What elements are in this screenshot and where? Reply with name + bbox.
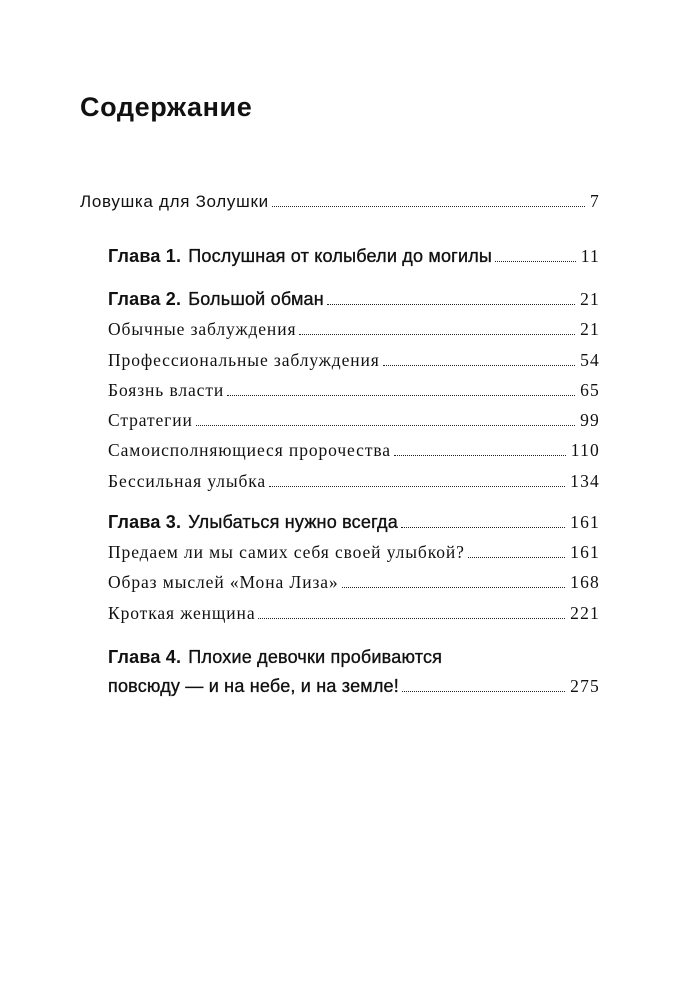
- toc-entry-label: Ловушка для Золушки: [80, 192, 269, 211]
- chapter-prefix: Глава 1.: [108, 246, 182, 266]
- toc-page-number: 221: [570, 603, 600, 623]
- toc-section-label: Самоисполняющиеся пророчества: [108, 440, 391, 460]
- toc-section: [108, 377, 600, 403]
- chapter-title: Послушная от колыбели до могилы: [188, 246, 493, 266]
- toc-page-number: 110: [570, 440, 600, 460]
- toc-section-label: Образ мыслей «Мона Лиза»: [108, 572, 339, 592]
- toc-page-number: 134: [570, 471, 600, 491]
- chapter-title: Большой обман: [188, 289, 324, 309]
- dot-leader: [468, 557, 565, 558]
- toc-page-number: 21: [580, 319, 600, 339]
- toc-section: [108, 569, 600, 595]
- dot-leader: [342, 587, 566, 588]
- toc-chapter-3: [108, 509, 600, 535]
- toc-page-number: 65: [580, 380, 600, 400]
- chapter-prefix: Глава 3.: [108, 512, 182, 532]
- dot-leader: [394, 455, 566, 456]
- page-title: Содержание: [80, 92, 253, 122]
- dot-leader: [299, 334, 575, 335]
- dot-leader: [196, 425, 575, 426]
- chapter-title: Плохие девочки пробиваются: [188, 647, 443, 667]
- dot-leader: [495, 261, 576, 262]
- toc-section: [108, 539, 600, 565]
- toc-chapter-label: [108, 644, 442, 670]
- toc-section-label: Кроткая женщина: [108, 603, 256, 623]
- dot-leader: [272, 206, 585, 207]
- dot-leader: [327, 304, 575, 305]
- toc-chapter-label: [108, 286, 324, 312]
- toc-entry-intro: [80, 188, 600, 214]
- dot-leader: [269, 486, 565, 487]
- dot-leader: [402, 691, 565, 692]
- toc-page-number: 7: [590, 191, 600, 211]
- toc-section: [108, 347, 600, 373]
- toc-page-number: 54: [580, 350, 600, 370]
- toc-page-number: 99: [580, 410, 600, 430]
- chapter-prefix: Глава 4.: [108, 647, 182, 667]
- chapter-title-continued: повсюду — и на небе, и на земле!: [108, 676, 399, 696]
- toc-chapter-2: [108, 286, 600, 312]
- dot-leader: [258, 618, 565, 619]
- toc-page-number: 275: [570, 676, 600, 696]
- toc-section: [108, 468, 600, 494]
- toc-section-label: Стратегии: [108, 410, 193, 430]
- toc-section: [108, 437, 600, 463]
- toc-section-label: Предаем ли мы самих себя своей улыбкой?: [108, 542, 465, 562]
- chapter-title: Улыбаться нужно всегда: [188, 512, 398, 532]
- toc-page-number: 21: [580, 289, 600, 309]
- toc-chapter-label: [108, 673, 399, 699]
- toc-chapter-1: [108, 243, 600, 269]
- chapter-prefix: Глава 2.: [108, 289, 182, 309]
- toc-section: [108, 600, 600, 626]
- dot-leader: [227, 395, 575, 396]
- toc-section-label: Бессильная улыбка: [108, 471, 267, 491]
- toc-section-label: Боязнь власти: [108, 380, 225, 400]
- toc-chapter-4-line-1: [108, 644, 600, 670]
- toc-page-number: 161: [570, 542, 600, 562]
- toc-page-number: 168: [570, 572, 600, 592]
- toc-chapter-label: [108, 509, 398, 535]
- toc-section: [108, 316, 600, 342]
- toc-section-label: Обычные заблуждения: [108, 319, 297, 339]
- toc-page-number: 11: [580, 246, 600, 266]
- toc-chapter-4-line-2: [108, 673, 600, 699]
- toc-page-number: 161: [570, 512, 600, 532]
- toc-section-label: Профессиональные заблуждения: [108, 350, 380, 370]
- toc-section: [108, 407, 600, 433]
- dot-leader: [383, 365, 575, 366]
- dot-leader: [401, 527, 565, 528]
- toc-chapter-label: [108, 243, 492, 269]
